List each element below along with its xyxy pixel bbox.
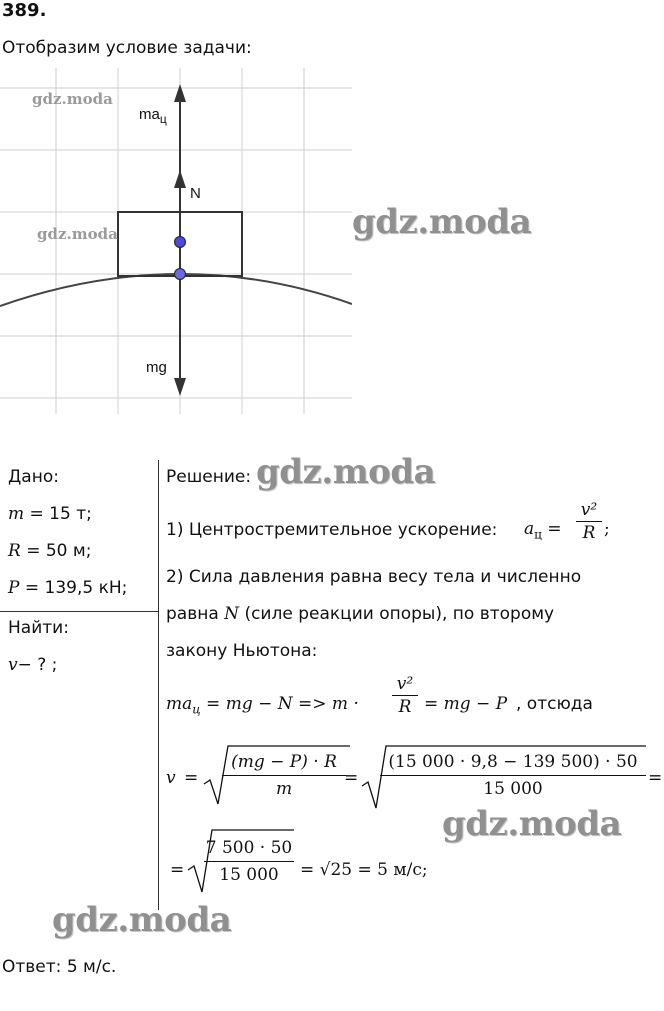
table-horizontal-divider xyxy=(0,611,158,612)
eq3-fraction: 7 500 · 50 15 000 xyxy=(205,838,293,885)
answer-line xyxy=(2,957,116,977)
eq2-fraction-2: (15 000 · 9,8 − 139 500) · 50 15 000 xyxy=(380,752,646,799)
eq2-equals-3: = xyxy=(648,768,663,788)
contact-point xyxy=(175,269,186,280)
eq2-fraction-1: (mg − P) · R m xyxy=(222,752,346,799)
eq3-equals: = xyxy=(170,860,185,880)
eq3-result: = √25 = 5 м/с; xyxy=(300,860,428,880)
given-title: Дано: xyxy=(8,467,59,487)
step2-line1: 2) Сила давления равна весу тела и численно xyxy=(166,567,582,587)
given-radius: R = 50 м; xyxy=(8,541,92,561)
find-item: v− ? ; xyxy=(8,655,58,675)
watermark-bottom: gdz.moda xyxy=(52,900,232,940)
given-weight: P = 139,5 кН; xyxy=(8,578,128,598)
watermark-figure-top: gdz.moda xyxy=(32,90,113,108)
step2-line3: закону Ньютона: xyxy=(166,641,318,661)
step2-line2: равна N (силе реакции опоры), по второму xyxy=(166,604,555,624)
label-gravity: mg xyxy=(146,359,167,376)
centripetal-arrow-head xyxy=(174,84,186,102)
physics-diagram xyxy=(0,68,352,414)
label-normal-force: N xyxy=(190,185,201,202)
step1-fraction: v² R xyxy=(576,500,602,543)
gravity-arrow-head xyxy=(174,378,186,396)
eq2-equals-2: = xyxy=(344,768,359,788)
eq2-equals-1: = xyxy=(184,768,199,788)
step1-formula-lhs: $a_ц$ = xyxy=(524,519,562,542)
table-vertical-divider xyxy=(158,460,159,910)
eq1-left: $ma_ц$ = mg − N => m · xyxy=(166,694,359,717)
watermark-right: gdz.moda xyxy=(352,202,532,242)
step1-text: 1) Центростремительное ускорение: xyxy=(166,520,498,540)
eq2-v: v xyxy=(166,768,176,788)
solution-title: Решение: xyxy=(166,467,252,487)
watermark-figure-mid: gdz.moda xyxy=(37,225,118,243)
problem-intro: Отобразим условие задачи: xyxy=(2,38,252,58)
find-title: Найти: xyxy=(8,618,69,638)
normal-arrow-head xyxy=(174,170,186,188)
answer-label: Ответ: xyxy=(2,957,62,977)
label-centripetal-force: $ma_ц$ xyxy=(139,106,167,126)
answer-value: 5 м/с. xyxy=(66,957,117,977)
watermark-equation: gdz.moda xyxy=(442,804,622,844)
problem-number: 389. xyxy=(2,0,47,21)
eq1-tail: , отсюда xyxy=(516,694,593,714)
given-mass: m = 15 т; xyxy=(8,504,92,524)
eq1-fraction: v² R xyxy=(392,674,418,717)
center-of-mass-point xyxy=(175,237,186,248)
road-curve xyxy=(0,274,352,306)
eq1-right: = mg − P xyxy=(424,694,508,714)
step1-end: ; xyxy=(604,519,610,539)
watermark-solution: gdz.moda xyxy=(256,452,436,492)
label-centripetal-subscript: ц xyxy=(159,112,167,126)
